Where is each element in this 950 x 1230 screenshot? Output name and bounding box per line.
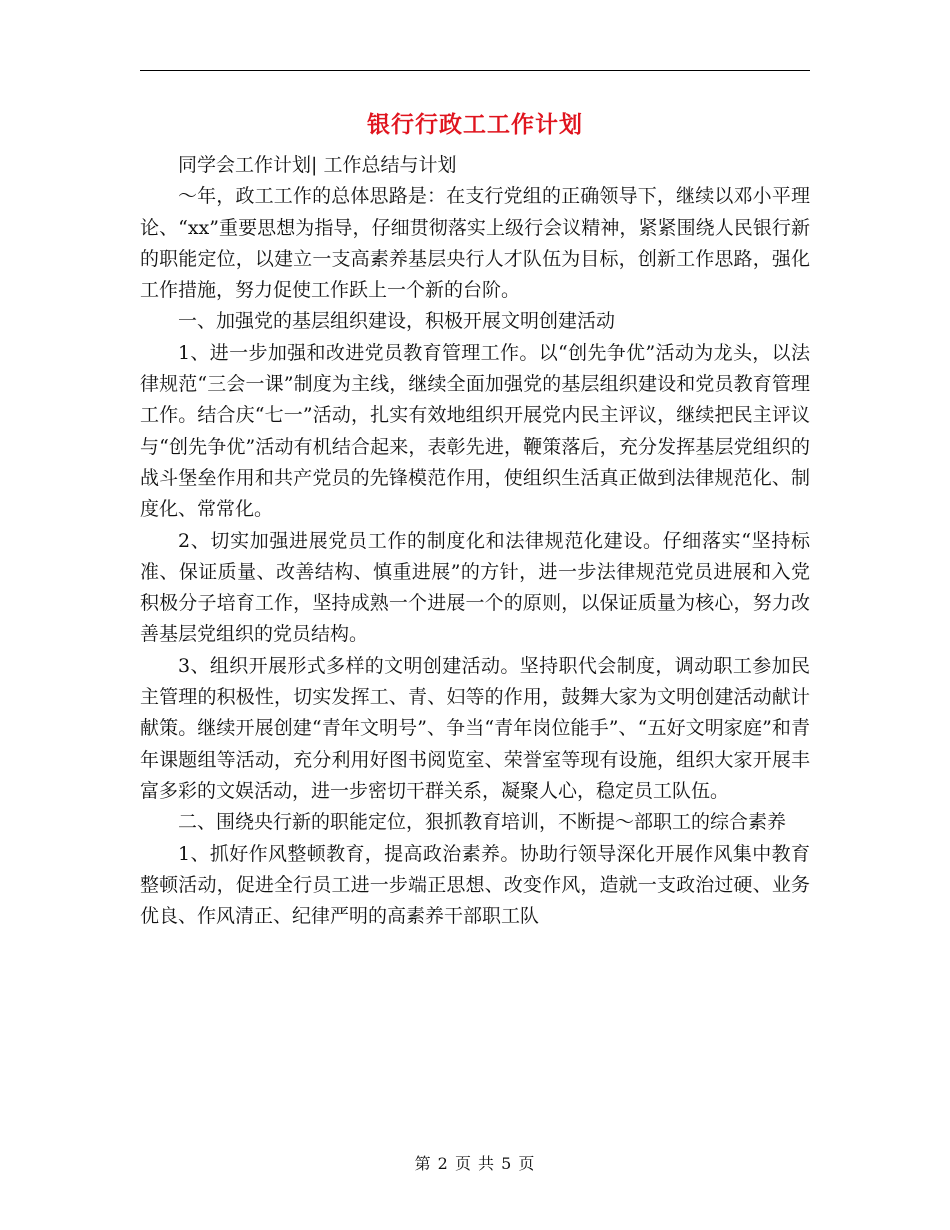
body-paragraph: 1、抓好作风整顿教育，提高政治素养。协助行领导深化开展作风集中教育整顿活动，促进全行员工进一步端正思想、改变作风，造就一支政治过硬、业务优良、作风清正、纪律严明的高素养干部职工队 bbox=[140, 842, 810, 928]
section-heading-1: 一、加强党的基层组织建设，积极开展文明创建活动 bbox=[178, 310, 616, 333]
intro-paragraph: ～年，政工工作的总体思路是：在支行党组的正确领导下，继续以邓小平理论、“xx”重要思想为指导，仔细贯彻落实上级行会议精神，紧紧围绕人民银行新的职能定位，以建立一支高素养基层央行人才队伍为目标，创新工作思路，强化工作措施，努力促使工作跃上一个新的台阶。 bbox=[140, 185, 810, 302]
document-title: 银行行政工工作计划 bbox=[367, 111, 583, 138]
body-paragraph: 2、切实加强进展党员工作的制度化和法律规范化建设。仔细落实“坚持标准、保证质量、改善结构、慎重进展”的方针，进一步法律规范党员进展和入党积极分子培育工作，坚持成熟一个进展一个的原则，以保证质量为核心，努力改善基层党组织的党员结构。 bbox=[140, 529, 810, 646]
body-paragraph: 1、进一步加强和改进党员教育管理工作。以“创先争优”活动为龙头，以法律规范“三会一课”制度为主线，继续全面加强党的基层组织建设和党员教育管理工作。结合庆“七一”活动，扎实有效地组织开展党内民主评议，继续把民主评议与“创先争优”活动有机结合起来，表彰先进，鞭策落后，充分发挥基层党组织的战斗堡垒作用和共产党员的先锋模范作用，使组织生活真正做到法律规范化、制度化、常常化。 bbox=[140, 341, 810, 521]
header-rule bbox=[140, 70, 810, 71]
subtitle-line: 同学会工作计划| 工作总结与计划 bbox=[178, 154, 457, 176]
page-number-footer: 第 2 页 共 5 页 bbox=[414, 1154, 536, 1173]
body-paragraph: 3、组织开展形式多样的文明创建活动。坚持职代会制度，调动职工参加民主管理的积极性，切实发挥工、青、妇等的作用，鼓舞大家为文明创建活动献计献策。继续开展创建“青年文明号”、争当“青年岗位能手”、“五好文明家庭”和青年课题组等活动，充分利用好图书阅览室、荣誉室等现有设施，组织大家开展丰富多彩的文娱活动，进一步密切干群关系，凝聚人心，稳定员工队伍。 bbox=[140, 654, 810, 802]
document-body bbox=[140, 150, 810, 932]
section-heading-2: 二、围绕央行新的职能定位，狠抓教育培训，不断提～部职工的综合素养 bbox=[178, 811, 787, 834]
